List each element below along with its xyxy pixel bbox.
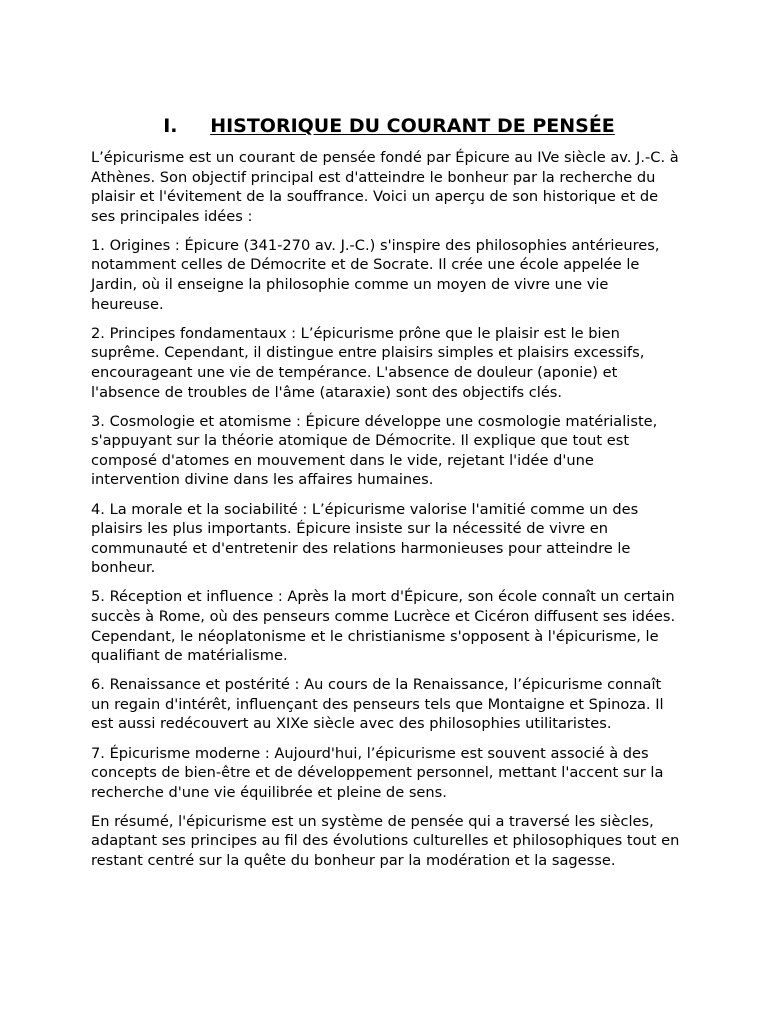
- paragraph-morale: 4. La morale et la sociabilité : L’épicurisme valorise l'amitié comme un des plaisirs les plus importants. Épicure insiste sur la nécessité de vivre en communauté et d'entretenir des relations harmonieuses pour atteindre le bonheur.: [91, 500, 639, 577]
- paragraph-origines: 1. Origines : Épicure (341-270 av. J.-C.) s'inspire des philosophies antérieures, notamment celles de Démocrite et de Socrate. Il crée une école appelée le Jardin, où il enseigne la philosophie comme un moyen de vivre une vie heureuse.: [91, 236, 660, 313]
- section-heading: [91, 112, 681, 140]
- paragraph-principes: 2. Principes fondamentaux : L’épicurisme prône que le plaisir est le bien suprême. Cependant, il distingue entre plaisirs simples et plaisirs excessifs, encourageant une vie de tempérance. L'absence de douleur (aponie) et l'absence de troubles de l'âme (ataraxie) sont des objectifs clés.: [91, 324, 645, 401]
- section-title: HISTORIQUE DU COURANT DE PENSÉE: [210, 115, 615, 137]
- conclusion-paragraph: En résumé, l'épicurisme est un système de pensée qui a traversé les siècles, adaptant ses principes au fil des évolutions culturelles et philosophiques tout en restant centré sur la quête du bonheur par la modération et la sagesse.: [91, 812, 680, 869]
- paragraph-moderne: 7. Épicurisme moderne : Aujourd'hui, l’épicurisme est souvent associé à des concepts de bien-être et de développement personnel, mettant l'accent sur la recherche d'une vie équilibrée et pleine de sens.: [91, 744, 664, 801]
- document-page: [91, 112, 681, 880]
- paragraph-renaissance: 6. Renaissance et postérité : Au cours de la Renaissance, l’épicurisme connaît un regain d'intérêt, influençant des penseurs tels que Montaigne et Spinoza. Il est aussi redécouvert au XIXe siècle avec des philosophies utilitaristes.: [91, 676, 664, 733]
- section-number: I.: [163, 115, 178, 137]
- paragraph-cosmologie: 3. Cosmologie et atomisme : Épicure développe une cosmologie matérialiste, s'appuyant sur la théorie atomique de Démocrite. Il explique que tout est composé d'atomes en mouvement dans le vide, rejetant l'idée d'une intervention divine dans les affaires humaines.: [91, 412, 658, 489]
- intro-paragraph: L’épicurisme est un courant de pensée fondé par Épicure au IVe siècle av. J.-C. à Athènes. Son objectif principal est d'atteindre le bonheur par la recherche du plaisir et l'évitement de la souffrance. Voici un aperçu de son historique et de ses principales idées :: [91, 149, 679, 225]
- paragraph-reception: 5. Réception et influence : Après la mort d'Épicure, son école connaît un certain succès à Rome, où des penseurs comme Lucrèce et Cicéron diffusent ses idées. Cependant, le néoplatonisme et le christianisme s'opposent à l'épicurisme, le qualifiant de matérialisme.: [91, 588, 676, 665]
